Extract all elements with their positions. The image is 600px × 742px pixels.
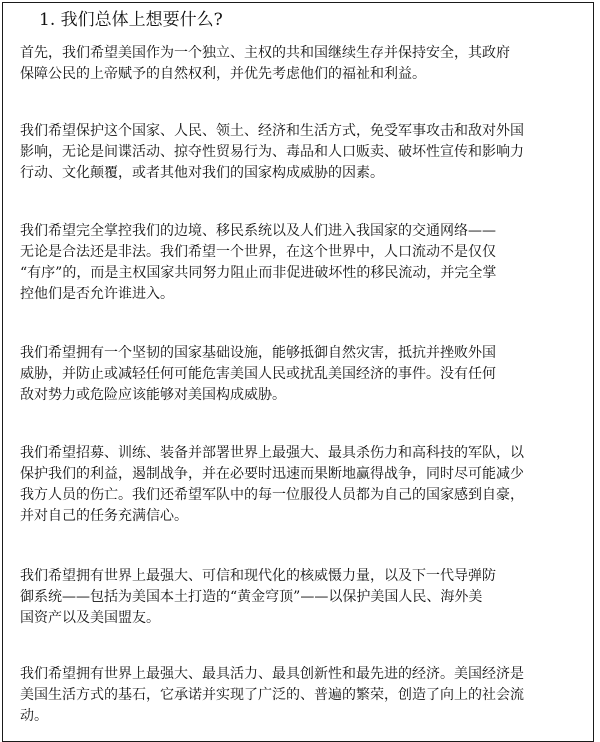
paragraph-border-control: [20, 221, 590, 305]
text-line: 无论是合法还是非法。我们希望一个世界，在这个世界中，人口流动不是仅仅: [20, 244, 496, 260]
text-line: 我们希望完全掌控我们的边境、移民系统以及人们进入我国家的交通网络——: [20, 223, 496, 239]
text-line: 保障公民的上帝赋予的自然权利，并优先考虑他们的福祉和利益。: [20, 66, 426, 82]
text-line: 美国生活方式的基石，它承诺并实现了广泛的、普遍的繁荣，创造了向上的社会流: [20, 687, 524, 703]
text-line: 御系统——包括为美国本土打造的“黄金穹顶”——以保护美国人民、海外美: [20, 589, 483, 605]
text-line: 影响，无论是间谍活动、掠夺性贸易行为、毒品和人口贩卖、破坏性宣传和影响力: [20, 144, 524, 160]
section-heading: 1. 我们总体上想要什么?: [39, 10, 223, 30]
paragraph-military: [20, 443, 590, 527]
text-line: 我们希望拥有世界上最强大、可信和现代化的核威慑力量，以及下一代导弹防: [20, 568, 496, 584]
text-line: 控他们是否允许谁进入。: [20, 286, 174, 302]
paragraph-sovereignty: [20, 43, 590, 85]
text-line: 我们希望拥有一个坚韧的国家基础设施，能够抵御自然灾害，抵抗并挫败外国: [20, 345, 496, 361]
text-line: 行动、文化颠覆，或者其他对我们的国家构成威胁的因素。: [20, 165, 384, 181]
text-line: 我们希望拥有世界上最强大、最具活力、最具创新性和最先进的经济。美国经济是: [20, 666, 524, 682]
text-line: 国资产以及美国盟友。: [20, 610, 160, 626]
paragraph-infrastructure: [20, 343, 590, 406]
text-line: “有序”的，而是主权国家共同努力阻止而非促进破坏性的移民流动，并完全掌: [20, 265, 497, 281]
paragraph-protection: [20, 121, 590, 184]
text-line: 我们希望招募、训练、装备并部署世界上最强大、最具杀伤力和高科技的军队，以: [20, 445, 524, 461]
text-line: 保护我们的利益，遏制战争，并在必要时迅速而果断地赢得战争，同时尽可能减少: [20, 466, 524, 482]
paragraph-nuclear-deterrence: [20, 566, 590, 629]
paragraph-economy: [20, 664, 590, 727]
text-line: 敌对势力或危险应该能够对美国构成威胁。: [20, 387, 286, 403]
text-line: 首先，我们希望美国作为一个独立、主权的共和国继续生存并保持安全，其政府: [20, 45, 510, 61]
text-line: 动。: [20, 708, 48, 724]
text-line: 我方人员的伤亡。我们还希望军队中的每一位服役人员都为自己的国家感到自豪，: [20, 487, 524, 503]
document-page: [2, 2, 594, 742]
text-line: 并对自己的任务充满信心。: [20, 508, 188, 524]
text-line: 威胁，并防止或减轻任何可能危害美国人民或扰乱美国经济的事件。没有任何: [20, 366, 496, 382]
text-line: 我们希望保护这个国家、人民、领土、经济和生活方式，免受军事攻击和敌对外国: [20, 123, 524, 139]
